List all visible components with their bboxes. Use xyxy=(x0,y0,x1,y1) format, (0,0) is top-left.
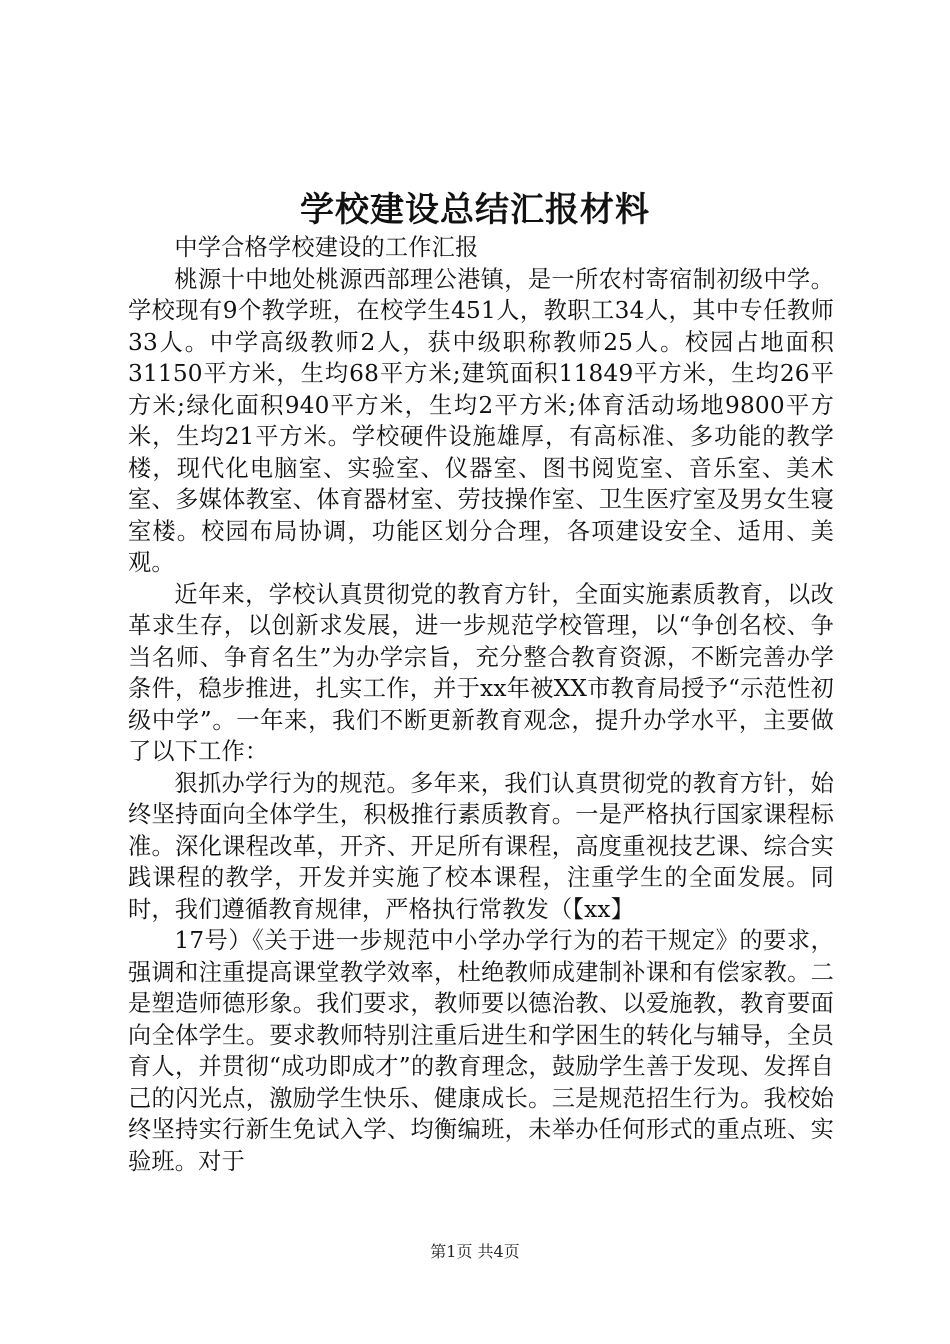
paragraph-recent-years: 近年来，学校认真贯彻党的教育方针，全面实施素质教育，以改革求生存，以创新求发展，进一步规范学校管理，以“争创名校、争当名师、争育名生”为办学宗旨，充分整合教育资源，不断完善办学条件，稳步推进，扎实工作，并于xx年被XX市教育局授予“示范性初级中学”。一年来，我们不断更新教育观念，提升办学水平，主要做了以下工作： xyxy=(128,580,834,765)
paragraph-regulation: 狠抓办学行为的规范。多年来，我们认真贯彻党的教育方针，始终坚持面向全体学生，积极推行素质教育。一是严格执行国家课程标准。深化课程改革，开齐、开足所有课程，高度重视技艺课、综合实践课程的教学，开发并实施了校本课程，注重学生的全面发展。同时，我们遵循教育规律，严格执行常教发（【xx】 xyxy=(128,769,834,923)
paragraph-subtitle: 中学合格学校建设的工作汇报 xyxy=(174,234,479,261)
document-title: 学校建设总结汇报材料 xyxy=(300,190,650,230)
document-body xyxy=(128,232,834,1177)
paragraph-requirements: 17号）《关于进一步规范中小学办学行为的若干规定》的要求，强调和注重提高课堂教学效率，杜绝教师成建制补课和有偿家教。二是塑造师德形象。我们要求，教师要以德治教、以爱施教，教育要面向全体学生。要求教师特别注重后进生和学困生的转化与辅导，全员育人，并贯彻“成功即成才”的教育理念，鼓励学生善于发现、发挥自己的闪光点，激励学生快乐、健康成长。三是规范招生行为。我校始终坚持实行新生免试入学、均衡编班，未举办任何形式的重点班、实验班。对于 xyxy=(128,927,834,1175)
page-number-footer: 第1页 共4页 xyxy=(430,1242,520,1261)
paragraph-school-overview: 桃源十中地处桃源西部理公港镇，是一所农村寄宿制初级中学。学校现有9个教学班，在校学生451人，教职工34人，其中专任教师33人。中学高级教师2人，获中级职称教师25人。校园占地面积31150平方米，生均68平方米;建筑面积11849平方米，生均26平方米;绿化面积940平方米，生均2平方米;体育活动场地9800平方米，生均21平方米。学校硬件设施雄厚，有高标准、多功能的教学楼，现代化电脑室、实验室、仪器室、图书阅览室、音乐室、美术室、多媒体教室、体育器材室、劳技操作室、卫生医疗室及男女生寝室楼。校园布局协调，功能区划分合理，各项建设安全、适用、美观。 xyxy=(128,265,834,576)
